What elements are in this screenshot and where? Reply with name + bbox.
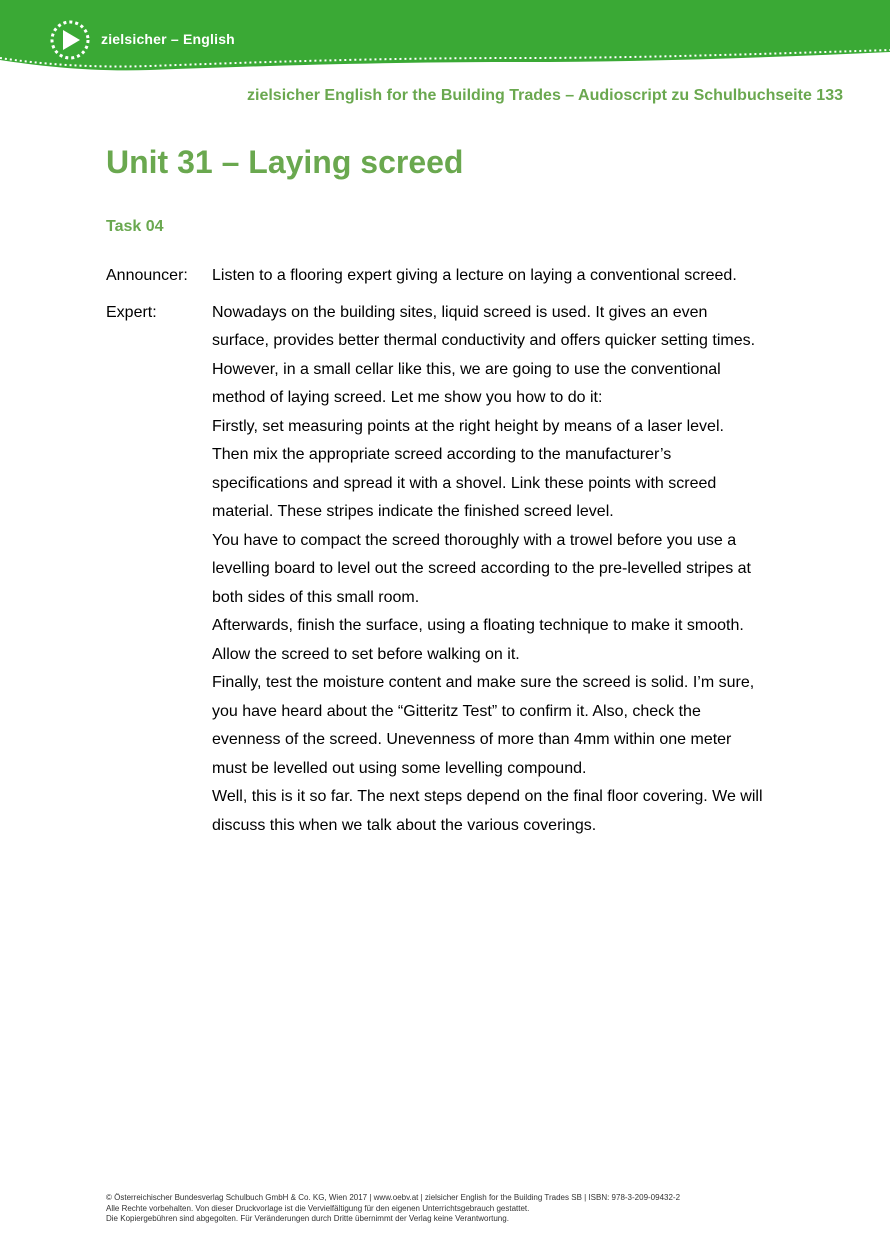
speech-line: discuss this when we talk about the various coverings. <box>212 816 597 834</box>
speech-line: You have to compact the screed thoroughly with a trowel before you use a <box>212 531 737 549</box>
speech-line: specifications and spread it with a shovel. Link these points with screed <box>212 474 717 492</box>
brand-logo-text: zielsicher – English <box>101 31 235 47</box>
speaker-label: Announcer: <box>106 267 188 284</box>
speech-line: both sides of this small room. <box>212 588 420 606</box>
speech-line: Firstly, set measuring points at the right height by means of a laser level. <box>212 417 724 435</box>
speech-line: Afterwards, finish the surface, using a floating technique to make it smooth. <box>212 617 744 634</box>
dialogue-turn-expert <box>106 299 796 841</box>
speech-line: material. These stripes indicate the finished screed level. <box>212 503 614 520</box>
speech-line: However, in a small cellar like this, we are going to use the conventional <box>212 360 721 378</box>
speech-line: Nowadays on the building sites, liquid screed is used. It gives an even <box>212 303 708 321</box>
speech-line: Well, this is it so far. The next steps depend on the final floor covering. We will <box>212 788 763 805</box>
dialogue <box>106 262 796 848</box>
page-title: Unit 31 – Laying screed <box>106 144 464 180</box>
speech-line: Finally, test the moisture content and make sure the screed is solid. I’m sure, <box>212 674 755 691</box>
footer-line: Die Kopiergebühren sind abgegolten. Für Veränderungen durch Dritte übernimmt der Verlag keine Verantwortung. <box>106 1214 509 1223</box>
speech-line: levelling board to level out the screed according to the pre-levelled stripes at <box>212 560 751 577</box>
speech-line: Listen to a flooring expert giving a lecture on laying a conventional screed. <box>212 267 737 284</box>
speech-line: method of laying screed. Let me show you how to do it: <box>212 389 603 406</box>
footer-line: Alle Rechte vorbehalten. Von dieser Druckvorlage ist die Vervielfältigung für den eigenen Unterrichtsgebrauch gestattet. <box>106 1203 530 1213</box>
copyright-footer <box>106 1193 680 1225</box>
dialogue-turn-announcer <box>106 262 796 291</box>
speaker-label: Expert: <box>106 303 157 321</box>
running-head: zielsicher English for the Building Trades – Audioscript zu Schulbuchseite 133 <box>247 87 843 104</box>
speech-line: must be levelled out using some levelling compound. <box>212 759 587 777</box>
speech-line: Allow the screed to set before walking on it. <box>212 645 520 663</box>
footer-line: © Österreichischer Bundesverlag Schulbuch GmbH & Co. KG, Wien 2017 | www.oebv.at | zielsicher English for the Building Trades SB | ISBN: 978-3-209-09432-2 <box>106 1193 681 1202</box>
task-label: Task 04 <box>106 218 164 235</box>
speech-line: you have heard about the “Gitteritz Test” to confirm it. Also, check the <box>212 702 701 720</box>
speech-text <box>212 299 796 841</box>
speech-line: surface, provides better thermal conductivity and offers quicker setting times. <box>212 332 756 349</box>
speech-line: evenness of the screed. Unevenness of more than 4mm within one meter <box>212 731 732 748</box>
speech-line: Then mix the appropriate screed according to the manufacturer’s <box>212 446 672 463</box>
speech-text <box>212 262 796 291</box>
